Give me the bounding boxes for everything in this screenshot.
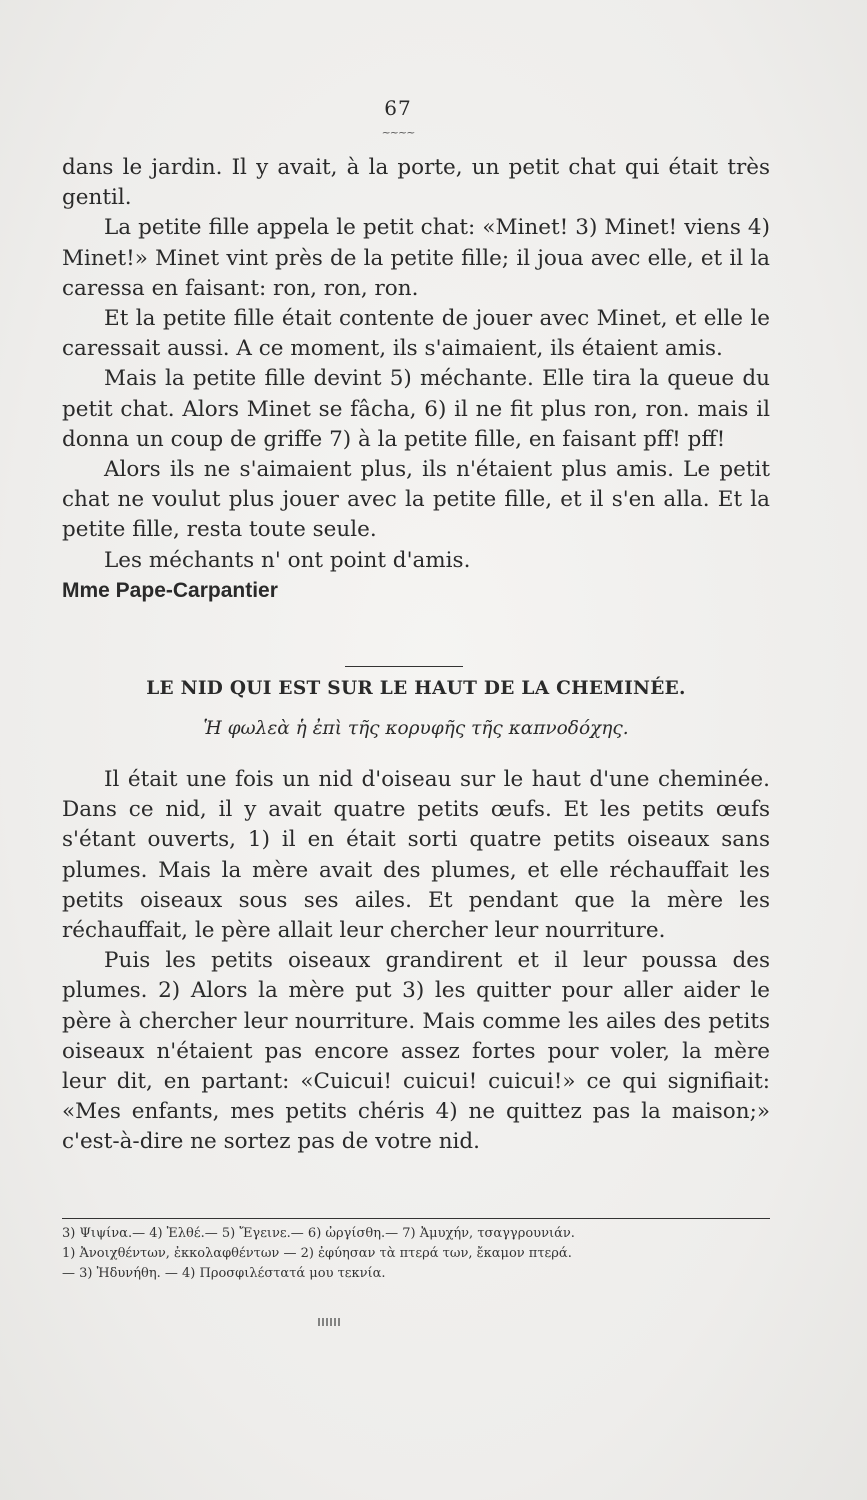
section-title: LE NID QUI EST SUR LE HAUT DE LA CHEMINÉE. [146,678,686,699]
printer-mark [318,1318,342,1326]
footnote-line: — 3) Ἠδυνήθη. — 4) Προσφιλέστατά μου τεκνία. [62,1266,386,1281]
footnote-divider [62,1218,770,1219]
paragraph-2: La petite fille appela le petit chat: «Minet! 3) Minet! viens 4) Minet!» Minet vint près de la petite fille; il joua avec elle, et il la caressa en faisant: ron, ron, ron. [62,215,770,301]
paragraph-4: Mais la petite fille devint 5) méchante. Elle tira la queue du petit chat. Alors Minet se fâcha, 6) il ne fit plus ron, ron. mais il donna un coup de griffe 7) à la petite fille, en faisant pff! pff! [62,366,770,452]
story-nid [62,765,770,1158]
footnote-line: 3) Ψιψίνα.— 4) Ἐλθέ.— 5) Ἔγεινε.— 6) ὠργίσθη.— 7) Ἀμυχήν, τσαγγρουνιάν. [62,1226,575,1241]
greek-title: Ἡ φωλεὰ ἡ ἐπὶ τῆς κορυφῆς τῆς καπνοδόχης. [203,718,629,739]
footnotes [62,1224,770,1284]
page-number-ornament: ~~~~ [381,126,415,139]
paragraph-3: Et la petite fille était contente de jouer avec Minet, et elle le caressait aussi. A ce moment, ils s'aimaient, ils étaient amis. [62,306,770,362]
footnote-line: 1) Ἀνοιχθέντων, ἐκκολαφθέντων — 2) ἐφύησαν τὰ πτερά των, ἔκαμον πτερά. [62,1246,572,1261]
story-minet [62,153,770,606]
author-signature: Mme Pape-Carpantier [62,578,278,602]
paragraph-7: Il était une fois un nid d'oiseau sur le haut d'une cheminée. Dans ce nid, il y avait quatre petits œufs. Et les petits œufs s'étant ouverts, 1) il en était sorti quatre petits oiseaux sans plumes. Mais la mère avait des plumes, et elle réchauffait les petits oiseaux sous ses ailes. Et pendant que la mère les réchauffait, le père allait leur chercher leur nourriture. [62,767,770,944]
section-divider [345,666,463,667]
paragraph-1: dans le jardin. Il y avait, à la porte, un petit chat qui était très gentil. [62,155,770,211]
paragraph-6: Les méchants n' ont point d'amis. [104,547,471,573]
paragraph-8: Puis les petits oiseaux grandirent et il leur poussa des plumes. 2) Alors la mère put 3) les quitter pour aller aider le père à chercher leur nourriture. Mais comme les ailes des petits oiseaux n'étaient pas encore assez fortes pour voler, la mère leur dit, en partant: «Cuicui! cuicui! cuicui!» ce qui signifiait: «Mes enfants, mes petits chéris 4) ne quittez pas la maison;» c'est-à-dire ne sortez pas de votre nid. [62,948,770,1155]
page-number: 67 [384,96,412,120]
paragraph-5: Alors ils ne s'aimaient plus, ils n'étaient plus amis. Le petit chat ne voulut plus jouer avec la petite fille, et il s'en alla. Et la petite fille, resta toute seule. [62,457,770,543]
